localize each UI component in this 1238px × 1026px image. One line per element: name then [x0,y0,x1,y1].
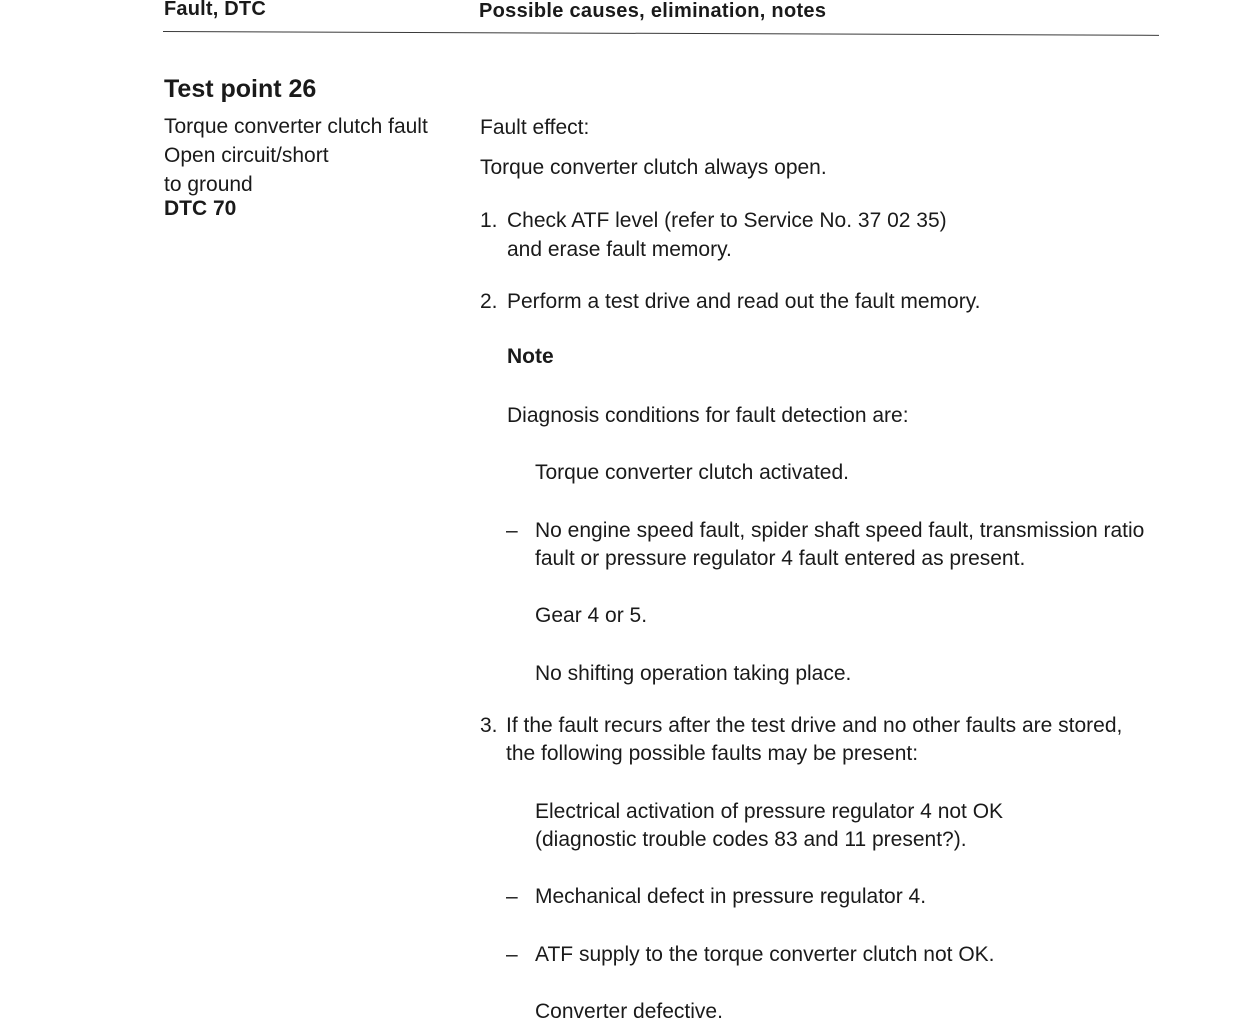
condition-item: Torque converter clutch activated. [535,461,849,484]
possible-fault-item: ATF supply to the torque converter clutch not OK. [535,943,995,966]
header-divider [163,31,1159,36]
note-heading: Note [507,345,554,368]
step3-line2: the following possible faults may be present: [506,742,919,765]
step1-line1: Check ATF level (refer to Service No. 37 02 35) [507,209,947,232]
dtc-code: DTC 70 [164,197,237,220]
dash-bullet: – [506,943,518,966]
dash-bullet: – [506,519,518,542]
fault-effect-text: Torque converter clutch always open. [480,156,827,179]
test-point-title: Test point 26 [164,75,317,103]
step2-line1: Perform a test drive and read out the fault memory. [507,290,981,313]
condition-item: No engine speed fault, spider shaft speed fault, transmission ratio [535,519,1145,542]
step1-line2: and erase fault memory. [507,238,732,261]
fault-description-line: Open circuit/short [164,144,329,167]
possible-fault-item-continuation: (diagnostic trouble codes 83 and 11 present?). [535,828,967,851]
condition-item: Gear 4 or 5. [535,604,648,627]
possible-fault-item: Converter defective. [535,1000,723,1023]
condition-item: No shifting operation taking place. [535,662,852,685]
step-number: 3. [480,714,498,737]
fault-description-line: to ground [164,173,253,196]
step-number: 2. [480,290,498,313]
note-intro: Diagnosis conditions for fault detection are: [507,404,909,427]
step-number: 1. [480,209,498,232]
possible-fault-item: Electrical activation of pressure regulator 4 not OK [535,800,1004,823]
column-header-fault-dtc: Fault, DTC [164,0,266,20]
column-header-causes: Possible causes, elimination, notes [479,0,827,22]
condition-item-continuation: fault or pressure regulator 4 fault entered as present. [535,547,1026,570]
fault-description-line: Torque converter clutch fault [164,115,428,138]
step3-line1: If the fault recurs after the test drive and no other faults are stored, [506,714,1123,737]
possible-fault-item: Mechanical defect in pressure regulator 4. [535,885,927,908]
fault-effect-label: Fault effect: [480,116,590,139]
dash-bullet: – [506,885,518,908]
fault-description [164,112,428,199]
